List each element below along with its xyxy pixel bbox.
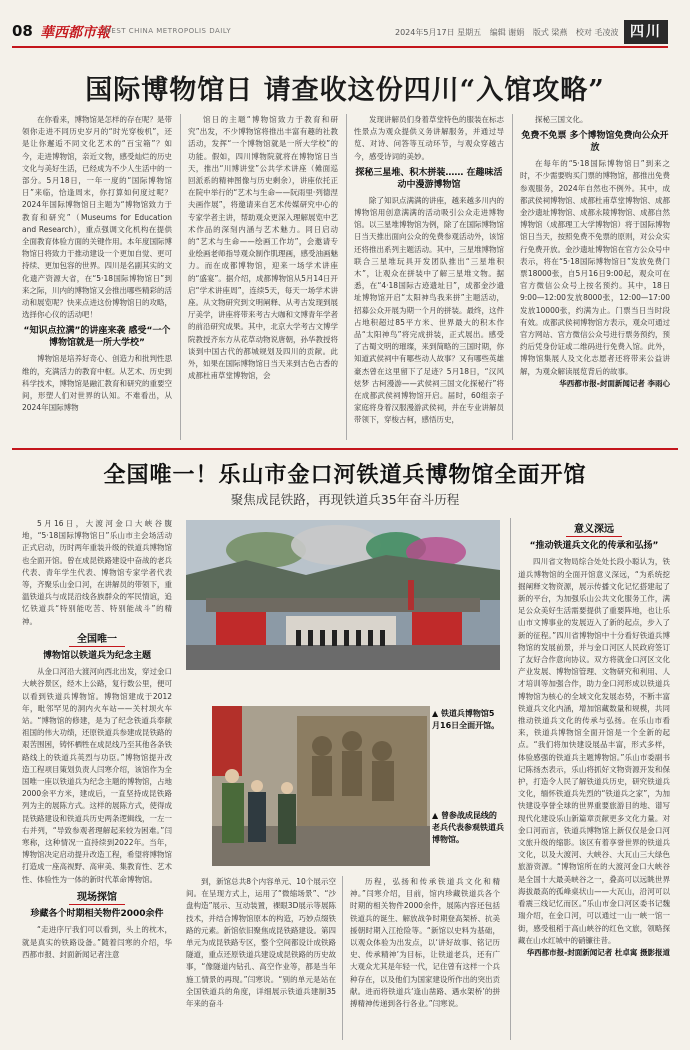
box1-text: 从金口河沿大渡河向西北出发，穿过金口大峡谷景区，经木上公路，复行数公里，便可以看到铁道兵博物馆。博物馆建成于2012年，毗邻罕见的洞内火车站——关村坝火车站。“博物馆的修建，是为了纪念铁道兵奉献祖国的伟大功绩，还原铁道兵参建成昆铁路的艰苦围困，铸怀栖牲在成昆线乃至其他各条铁路线上的铁道兵英烈与功臣。”博物馆提升改造工程项目策划负责人闫寒介绍，该馆作为全国唯一座以铁道兵为纪念主题的博物馆，占地2000余平方米，建成后，一直坚持成昆铁路列为主的展陈方式。这样的展陈方式，使得成昆铁路建设和铁道兵历史两条逻辑线，一左一右并列，“导致参观者理解起来较为困难。”闫寒称，这种情况一直持续到2022年。当年，博物馆决定启动提升改造工程，希望将博物馆打造成一座高视野、高审美、集教育性、艺术性、体验性为一体的新时代革命博物馆。 bbox=[22, 667, 172, 884]
story2-box-3 bbox=[518, 524, 670, 552]
story1-headline: 国际博物馆日 请查收这份四川“入馆攻略” bbox=[85, 75, 605, 106]
story1-column-1 bbox=[22, 114, 172, 440]
story1-column-3 bbox=[354, 114, 504, 440]
paper-name-en: WEST CHINA METROPOLIS DAILY bbox=[104, 27, 232, 35]
story2-col3-text: 历程，弘扬和传承铁道兵文化和精神。”闫寒介绍，目前，馆内珍藏铁道兵各个时期的相关物件2000余件，展陈内容还包括铁道兵的诞生、解放战争时期登高架桥、抗美援朝时期入江抢险等。“新馆以史料为基础，以观众体验为出发点，以‘讲好故事、铭记历史、传承精神’为目标，让铁道老兵，还有广大观众尤其是年轻一代，记住曾有这样一个兵种存在，以及他们为国家建设所作出的突出贡献。进而将铁道兵‘逢山凿路、遇水架桥’的拼搏精神传递到各行各业。”闫寒说。 bbox=[350, 877, 500, 1009]
veterans-photo-image bbox=[212, 706, 430, 866]
caption-1-text: 铁道兵博物馆5月16日全面开馆。 bbox=[432, 709, 500, 730]
caption-1 bbox=[432, 708, 502, 732]
veterans-photo bbox=[212, 706, 430, 866]
issue-meta bbox=[395, 27, 624, 38]
issue-date: 2024年5月17日 星期五 bbox=[395, 28, 482, 37]
story2-column-1 bbox=[22, 518, 172, 1040]
caption-2-text: 曾参战成昆线的老兵代表参观铁道兵博物馆。 bbox=[432, 811, 504, 844]
story1-col2-text: 馆日的主题“博物馆致力于教育和研究”出发，不少博物馆将推出丰富有趣的社教活动，发挥“一个博物馆就是一所大学校”的功能。假如，四川博物院就将在博物馆日当天，推出“川博讲堂”公共学术讲座（傩面巡回派系的精神图像与历史剩余），讲座依托正在院中举行的“艺术与生命——阮雨里·列德涅夫画作展”，将邀请来自艺术传媒研究中心的专家学者主讲，帮助观众更深入理解展览中艺术作品的深刻内涵与艺术魅力。同日启动的“艺术与生命——绘画工作坊”，会邀请专业绘画老师指导观众制作肌理画，感受油画魅力。而在成都博物馆，迎来一场学术讲座的“盛宴”。据介绍，成都博物馆从5月14日开启“学术讲座周”，连续5天，每天一场学术讲座。从文物研究到文明阐释、从考古发现到展厅美学，讲座将带来考古大咖和文博青年学者的前沿研究成果。其中，北京大学考古文博学院教授齐东方从花草动物说唐朝，孙华教授将谈到中国古代的都城规划及四川的贡献。此外，如果在国际博物馆日当天来到古色古香的成都杜甫草堂博物馆，会 bbox=[188, 115, 338, 381]
box3-title: “推动铁道兵文化的传承和弘扬” bbox=[529, 541, 659, 552]
paper-logo: 華西都市報 bbox=[40, 25, 110, 41]
masthead bbox=[0, 20, 690, 46]
story2-subheadline: 聚焦成昆铁路，再现铁道兵35年奋斗历程 bbox=[230, 492, 460, 507]
column-rule bbox=[510, 518, 511, 1040]
page-number: 08 bbox=[12, 22, 33, 40]
box2-text: “走进序厅我们可以看到，头上的枕木，就是真实的铁路设备。”随着闫寒的介绍，华西都市报、封面新闻记者注意 bbox=[22, 925, 172, 959]
ceremony-photo bbox=[186, 520, 500, 670]
story2-col4-text: 四川省文物局综合处处长段小聪认为，铁道兵博物馆的全面开馆意义深远，“为系统挖掘阐释文物资源，展示传播文化记忆搭建起了新的平台，为加强乐山公共文化服务工作，满足公众美好生活需要提供了重要阵地，也让乐山市文博事业的发展迈入了新的起点，步入了新的征程。”四川省博物馆中十分看好铁道兵博物馆的发展前景，并与金口河区人民政府签订了友好合作意向协议。双方将就金口河区文化产业发展、博物馆管理、文物研究和利用、人才培训等加强合作，助力金口河形成以铁道兵博物馆为核心的全域文化发展态势，不断丰富铁道兵文化内涵，增加馆藏数量和规模，共同推动铁道兵文化的传承与弘扬。在乐山市看来，铁道兵博物馆全面开馆是一个全新的起点。“我们将加快建设展品丰富，形式多样，体验感强的铁道兵主题博物馆。”乐山市委副书记陈扬杰表示，乐山将抓好文物资源开发和保护，打造令人民了解铁道兵历史，研究铁道兵文化，缅怀铁道兵先烈的“铁道兵之家”，为加快建设享誉全球的世界重要旅游目的地、谱写现代化建设乐山新篇章贡献更多文化力量。对金口河而言，铁道兵博物馆上新仅仅是金口河文旅升级的缩影。该区有着享誉世界的铁道兵文化，以及大渡河、大峡谷、大瓦山三大绿色旅游资源。“博物馆所在的大渡河金口大峡谷是全国十大最美峡谷之一，叠高可以远眺世界海拔最高的孤峰桌状山——大瓦山，沿河可以看震三线记忆而区。”乐山市金口河区委书记魏瑞介绍，在金口河，可以通过一山一峡一馆一街，感受租稻于高山峡谷的红色文旅，领略探藏在山水红城中的硝镰往昔。 bbox=[518, 557, 670, 945]
story1-column-4 bbox=[520, 114, 670, 440]
caption-2 bbox=[432, 810, 504, 846]
story1-col4-text: 探秘三国文化。 bbox=[535, 115, 588, 124]
box2-title: 珍藏各个时期相关物件2000余件 bbox=[30, 909, 164, 920]
story2-box-2 bbox=[22, 892, 172, 920]
column-rule bbox=[180, 114, 181, 440]
masthead-rule bbox=[12, 46, 668, 48]
story1-subhead-2: 探秘三星堆、积木拼装…… 在趣味活动中漫游博物馆 bbox=[355, 167, 503, 190]
story2-column-2 bbox=[186, 876, 336, 1040]
story2-headline: 全国唯一！乐山市金口河铁道兵博物馆全面开馆 bbox=[103, 462, 587, 488]
section-label: 四川 bbox=[624, 20, 668, 44]
box2-key: 现场探馆 bbox=[69, 892, 125, 905]
story1-subhead-1: “知识点拉满”的讲座来袭 感受“一个博物馆就是一所大学校” bbox=[23, 326, 171, 349]
story2-col2-text: 到，新馆总共8个内容单元、10个展示空间。在呈现方式上，运用了“微缩场景”、“沙盘构造”展示、互动装置，裸眼3D展示等展陈技术，并结合博物馆原本的构造，巧妙点缀铁路的元素。新馆依旧聚焦成昆铁路建设。第四单元为成昆铁路专区，整个空间都设计成铁路隧道，重点还原铁道兵建设成昆铁路的历史故事，“像隧道内钻孔、高空作业等，都是当年施工情景的再现。”闫寒说。“别的单元是站在全国铁道兵的角度，详细展示铁道兵建制35年来的奋斗 bbox=[186, 877, 336, 1009]
story1-col1b-text: 博物馆是培养好奇心、创造力和批判性思维的，充满活力的教育中枢。从艺术、历史到科学技术，博物馆是融汇教育和研究的重要空间，形塑人们对世界的认知。不难看出，从2024年国际博物 bbox=[22, 354, 172, 413]
designer: 版式 梁燕 bbox=[532, 28, 568, 37]
story2-credit: 华西都市报-封面新闻记者 杜卓寓 摄影报道 bbox=[526, 947, 670, 957]
column-rule bbox=[346, 114, 347, 440]
story-divider bbox=[12, 448, 678, 450]
story1-col3-text: 发现讲解员们身着草堂特色的服装在标志性景点为观众提供义务讲解服务，并通过导览、对诗、问答等互动环节，与观众穿越古今，感受诗词的美妙。 bbox=[354, 115, 504, 161]
story1-col1-text: 在你看来，博物馆是怎样的存在呢？是带领你走进不同历史岁月的“时光穿梭机”，还是让你邂逅不同文化艺术的“百宝箱”？如今，走进博物馆，亲近文物，感受灿烂的历史文化与美好生活，已经成为不少人生活中的一部分。5月18日，一年一度的“国际博物馆日”来临，恰逢周末，你打算如何度过呢？2024年国际博物馆日主题为“博物馆致力于教育和研究”（Museums for Education and Research），重点强调文化机构在提供全面教育体验方面的关键作用。本年度国际博物馆日将致力于推动建设一个更加自觉、更可持续、更加包容的世界。四川是名副其实的文化遗产资源大省，在“5·18国际博物馆日”到来之际，川内的博物馆又会推出哪些精彩的活动和展览呢？快来点进这份博物馆日的攻略，选择你心仪的活动吧！ bbox=[22, 115, 172, 320]
story2-column-4 bbox=[518, 518, 670, 1040]
column-rule bbox=[342, 876, 343, 1040]
story2-box-1 bbox=[22, 634, 172, 662]
box1-title: 博物馆以铁道兵为纪念主题 bbox=[42, 651, 151, 662]
story2-column-3 bbox=[350, 876, 500, 1040]
editor: 编辑 谢娟 bbox=[489, 28, 525, 37]
story1-col4b-text: 在每年的“5·18国际博物馆日”到来之时，不少需要购买门票的博物馆，都推出免费参观服务，2024年自然也不例外。其中，成都武侯祠博物馆、成都杜甫草堂博物馆、成都金沙遗址博物馆、成都永陵博物馆、成都自然博物馆（成都理工大学博物馆）将于国际博物馆日当天，按照免费不免票的原则，对公众实行免费开放。金沙遗址博物馆在官方公众号中表示，将在“5·18国际博物馆日”发放免费门票18000张，自5月16日9:00起，观众可在官方微信公众号上按名预约。其中，18日9:00—12:00发放8000张，12:00—17:00发放10000张，约满为止。门票当日当时段有效。成都武侯祠博物馆方表示，观众可通过官方网站、官方微信公众号进行票务预约，预约后凭身份证或二维码进行免费入馆。此外，博物馆集展人及文化志愿者还将带来公益讲解，为观众解读展览背后的故事。 bbox=[520, 159, 670, 376]
proofreader: 校对 毛凌波 bbox=[575, 28, 619, 37]
story2-lead: 5月16日，大渡河金口大峡谷腹地，“5·18国际博物馆日”乐山市主会场活动正式启动，历时两年重装升级的铁道兵博物馆也全面开馆。曾在成昆铁路建设中奋战的老兵代表、青年学生代表、博物馆专家学者代表等，齐聚乐山金口河，在讲解员的带领下，重温铁道兵与成昆沿线各族群众的军民情谊，追忆铁道兵“特别能吃苦、特别能战斗”的精神。 bbox=[22, 519, 172, 626]
caption-marker-icon: ▲ bbox=[432, 709, 441, 718]
story1-subhead-3: 免费不免票 多个博物馆免费向公众开放 bbox=[521, 131, 669, 154]
ceremony-photo-image bbox=[186, 520, 500, 670]
story1-column-2 bbox=[188, 114, 338, 440]
story1-credit: 华西都市报-封面新闻记者 李雨心 bbox=[559, 378, 670, 388]
column-rule bbox=[512, 114, 513, 440]
box1-key: 全国唯一 bbox=[69, 634, 125, 647]
story1-col3b-text: 除了知识点满满的讲座，越来越多川内的博物馆用创意满满的活动吸引公众走进博物馆。以三星堆博物馆为例，除了在国际博物馆日当天推出面向公众的免费参观活动外，该馆还将推出系列主题活动。其中，三星堆博物馆联合三星堆玩具开发团队推出“三星堆积木”，让观众在拼装中了解三星堆文物。据悉，在“4·18国际古迹遗址日”，成都金沙遗址博物馆开启“太阳神鸟我来拼”主题活动，招募公众开展为期一个月的拼装。最终，这件占地积超过85平方米、世界最大的积木作品“太阳神鸟”将完成拼装，正式展出。感受了古蜀文明的璀璨，来到简略的三国时期，你知道武侯祠中有哪些动人故事？又有哪些英雄豪杰曾在这里留下了足迹？5月18日，“汉风炫梦 古柯漫游——武侯祠三国文化探秘行”将在成都武侯祠博物馆开启。届时，60组亲子家庭将身着汉服漫游武侯祠，并在专业讲解员带领下，穿梭古柯，感悟历史， bbox=[354, 195, 504, 425]
caption-marker-icon: ▲ bbox=[432, 811, 441, 820]
box3-key: 意义深远 bbox=[566, 524, 622, 537]
